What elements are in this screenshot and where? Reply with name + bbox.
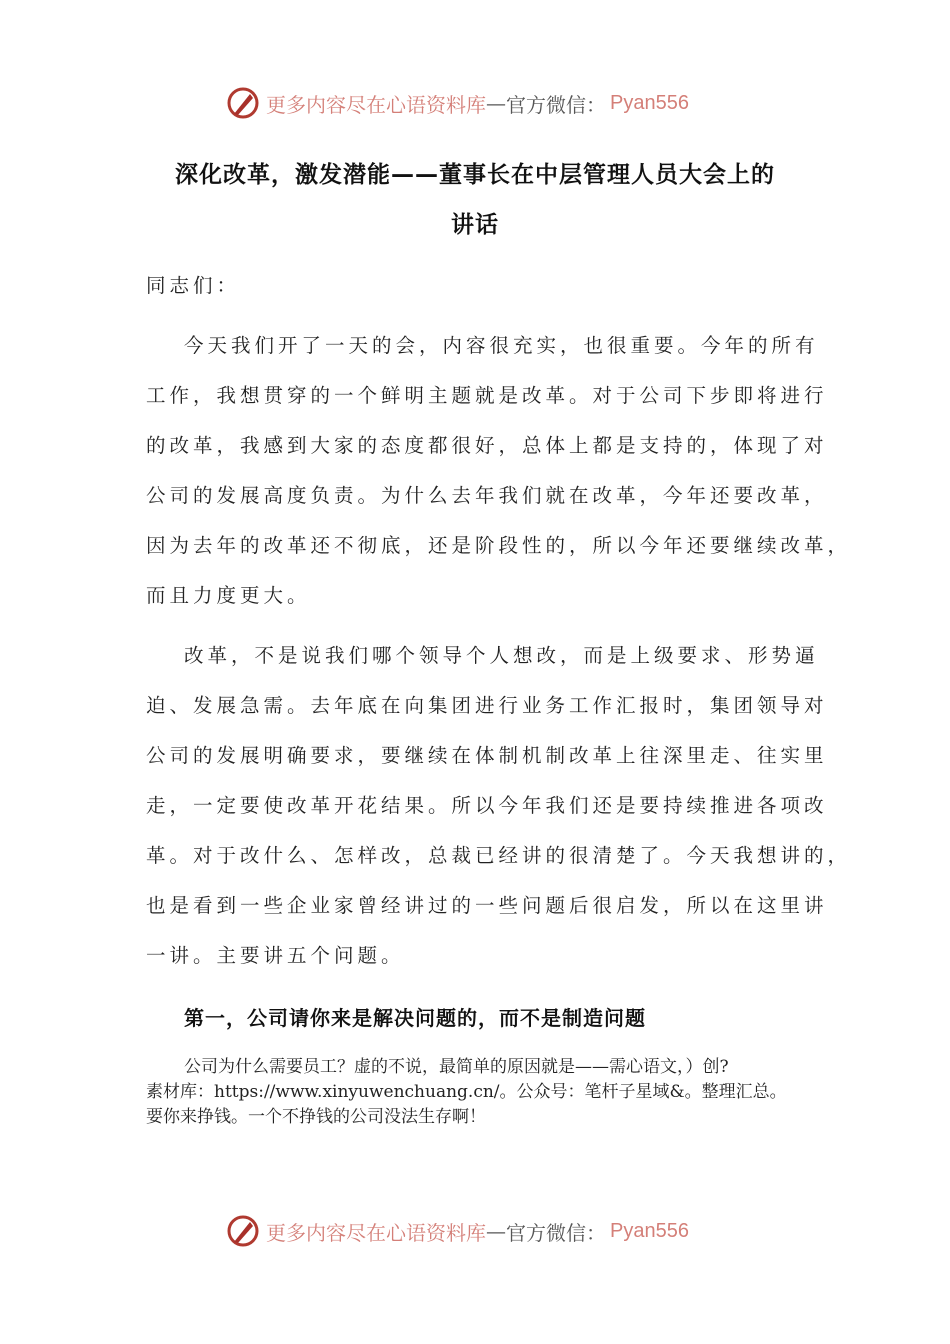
text-line: 而且力度更大。 bbox=[146, 584, 311, 607]
watermark-label: 官方微信： bbox=[506, 1220, 606, 1245]
section-heading-1: 第一，公司请你来是解决问题的，而不是制造问题 bbox=[184, 1006, 646, 1030]
text-line: 要你来挣钱。一个不挣钱的公司没法生存啊！ bbox=[146, 1107, 486, 1127]
text-line: 公司为什么需要员工？虚的不说，最简单的原因就是——需心语文，）创? bbox=[184, 1057, 729, 1077]
watermark-id: Pyan556 bbox=[610, 1219, 689, 1242]
footer-watermark bbox=[226, 1214, 689, 1248]
watermark-id: Pyan556 bbox=[610, 91, 689, 114]
text-line: 公司的发展高度负责。为什么去年我们就在改革，今年还要改革， bbox=[146, 484, 828, 507]
quill-logo-icon bbox=[226, 1214, 260, 1248]
text-line: 革。对于改什么、怎样改，总裁已经讲的很清楚了。今天我想讲的， bbox=[146, 844, 852, 867]
text-line: 因为去年的改革还不彻底，还是阶段性的，所以今年还要继续改革， bbox=[146, 534, 852, 557]
watermark-site: 更多内容尽在心语资料库 bbox=[266, 1220, 486, 1245]
watermark-sep: — bbox=[486, 91, 506, 115]
watermark-sep: — bbox=[486, 1219, 506, 1243]
quill-logo-icon bbox=[226, 86, 260, 120]
text-line: 走，一定要使改革开花结果。所以今年我们还是要持续推进各项改 bbox=[146, 794, 828, 817]
text-line: 的改革，我感到大家的态度都很好，总体上都是支持的，体现了对 bbox=[146, 434, 828, 457]
text-line: 今天我们开了一天的会，内容很充实，也很重要。今年的所有 bbox=[184, 334, 819, 357]
text-line: 迫、发展急需。去年底在向集团进行业务工作汇报时，集团领导对 bbox=[146, 694, 828, 717]
watermark-site: 更多内容尽在心语资料库 bbox=[266, 92, 486, 117]
text-line: 也是看到一些企业家曾经讲过的一些问题后很启发，所以在这里讲 bbox=[146, 894, 828, 917]
text-line: 一讲。主要讲五个问题。 bbox=[146, 944, 405, 967]
doc-title-line2: 讲话 bbox=[451, 212, 499, 238]
text-line: 工作，我想贯穿的一个鲜明主题就是改革。对于公司下步即将进行 bbox=[146, 384, 828, 407]
header-watermark bbox=[226, 86, 689, 120]
text-line: 改革，不是说我们哪个领导个人想改，而是上级要求、形势逼 bbox=[184, 644, 819, 667]
text-line: 素材库：https://www.xinyuwenchuang.cn/。公众号：笔杆子星域&。整理汇总。 bbox=[146, 1082, 787, 1102]
greeting: 同志们： bbox=[146, 274, 241, 297]
watermark-label: 官方微信： bbox=[506, 92, 606, 117]
text-line: 公司的发展明确要求，要继续在体制机制改革上往深里走、往实里 bbox=[146, 744, 828, 767]
doc-title-line1: 深化改革，激发潜能——董事长在中层管理人员大会上的 bbox=[175, 162, 775, 188]
